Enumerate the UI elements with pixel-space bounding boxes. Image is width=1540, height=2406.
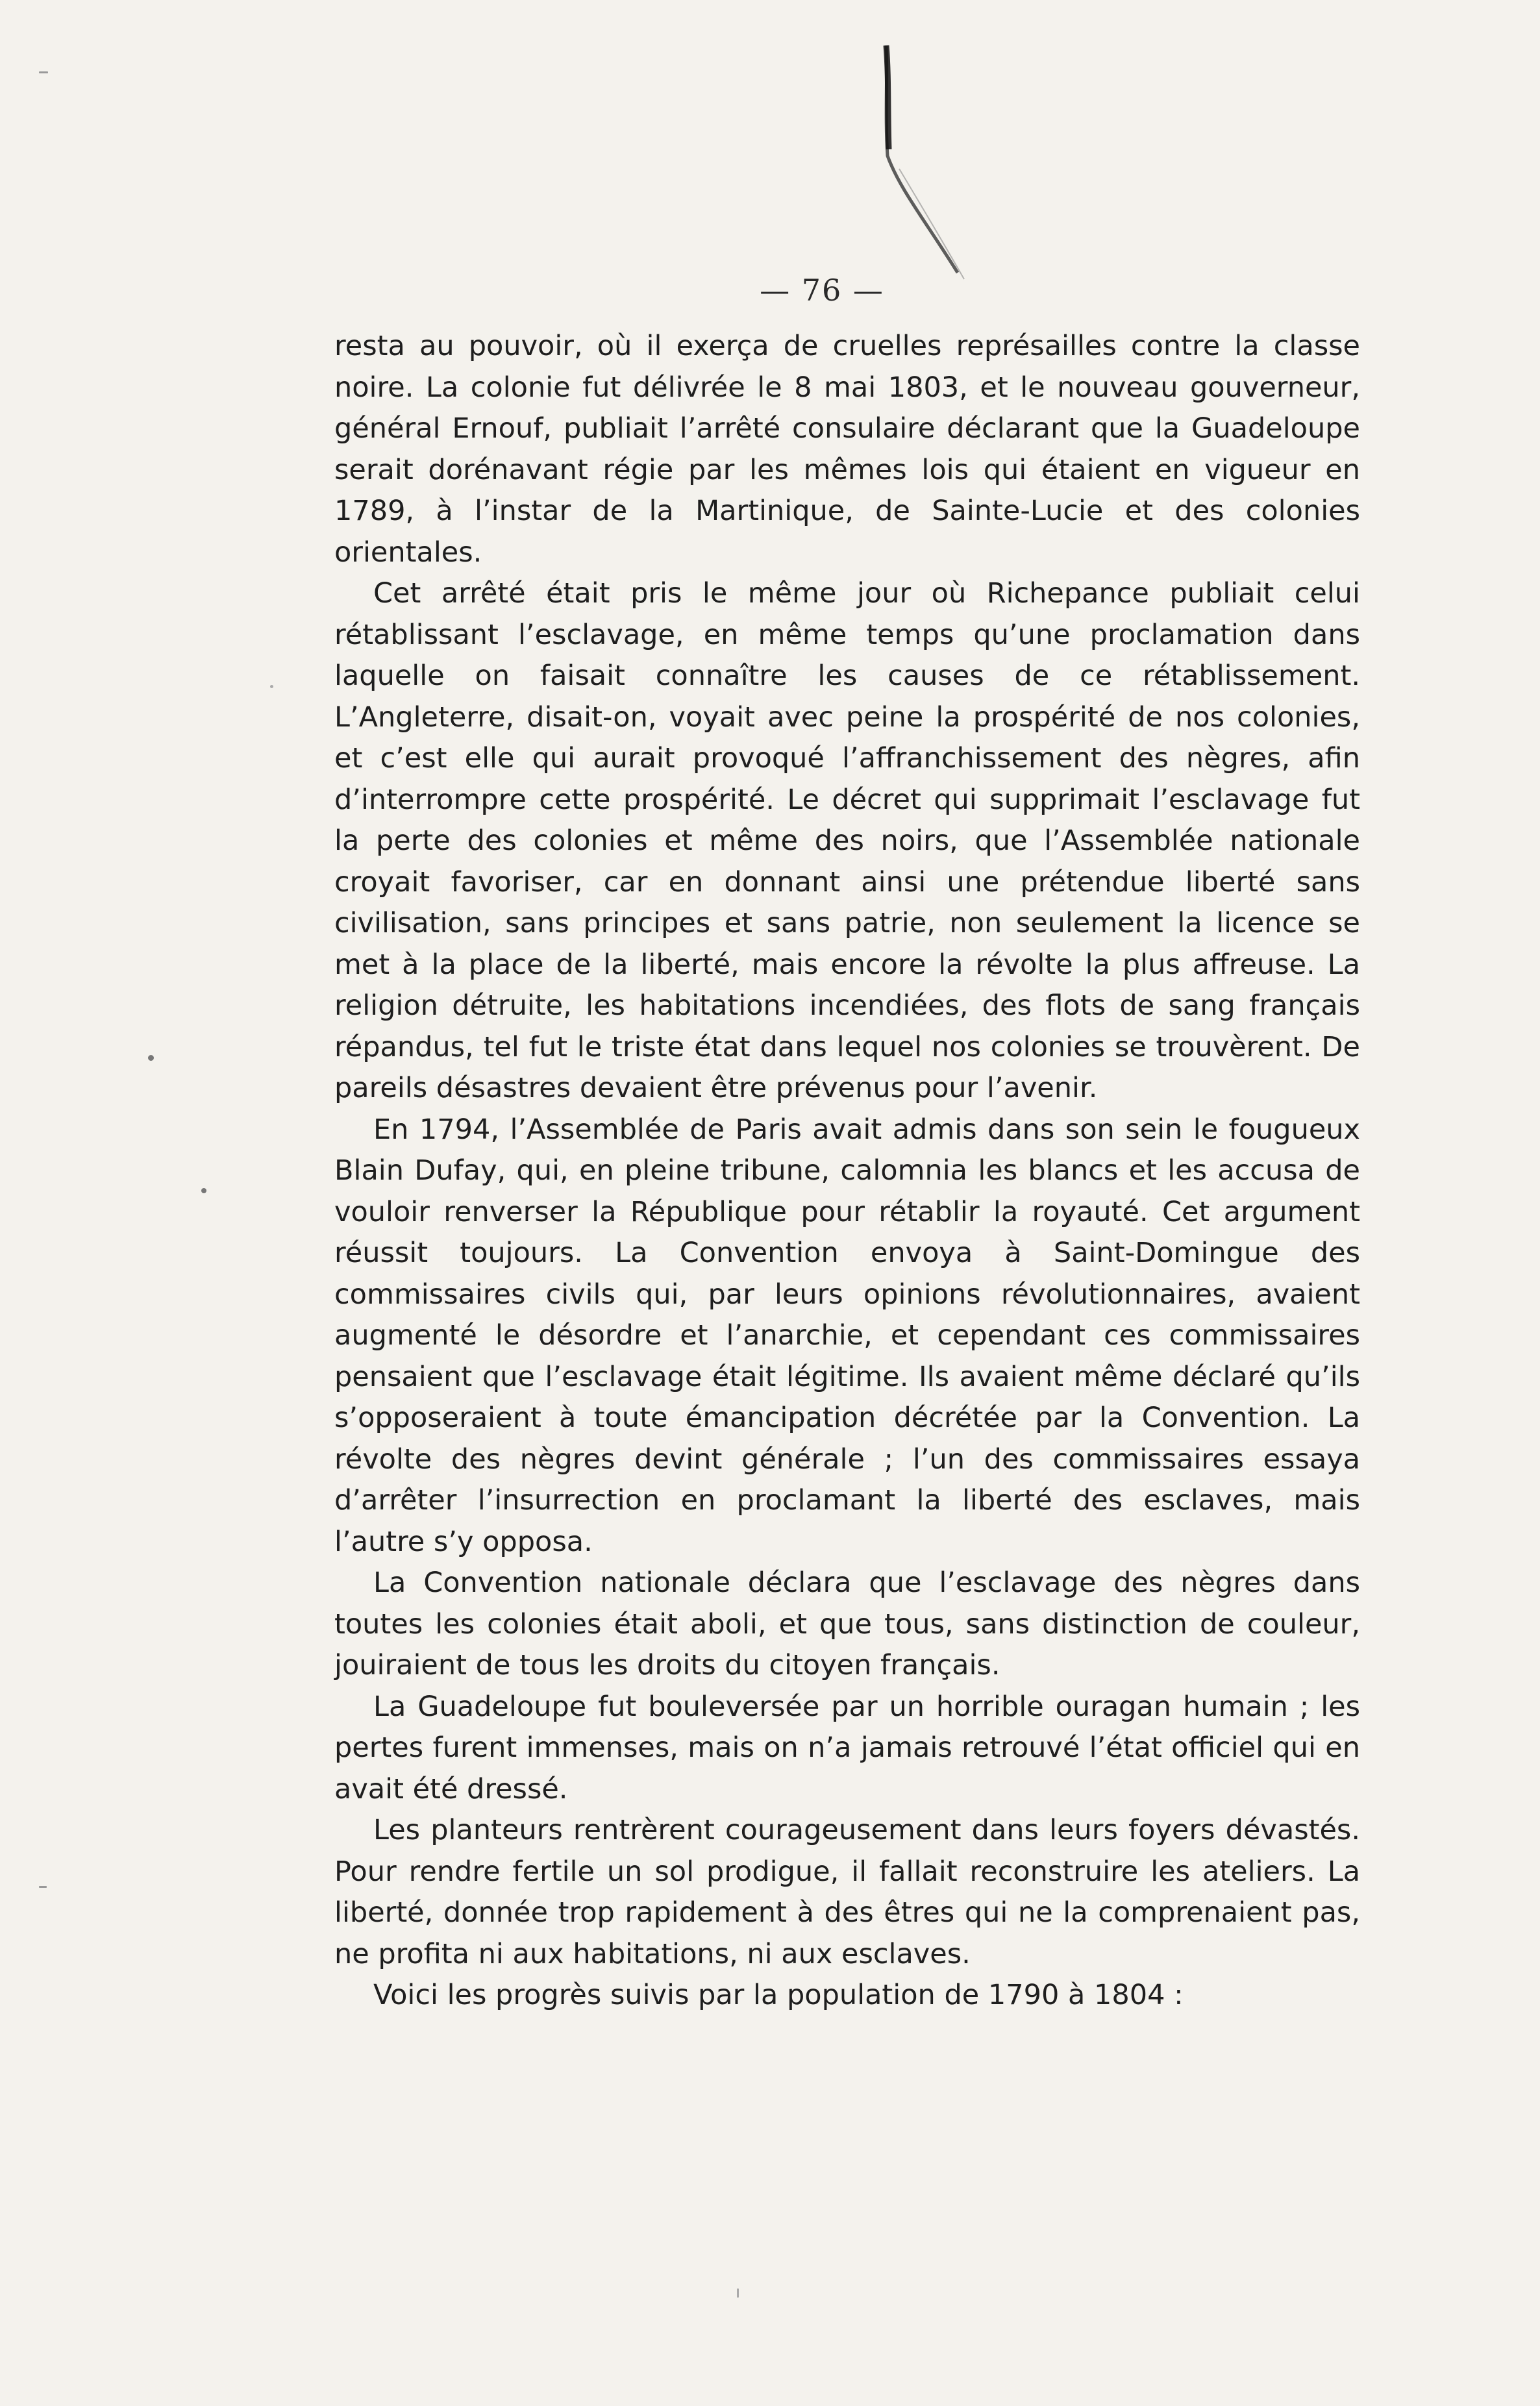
paragraph: La Guadeloupe fut bouleversée par un horrible ouragan humain ; les pertes furent immenses, mais on n’a jamais retrouvé l’état officiel qui en avait été dressé. — [334, 1690, 1360, 1805]
ink-stain-mark — [873, 39, 984, 286]
body-text — [334, 326, 1360, 2016]
paragraph: resta au pouvoir, où il exerça de cruelles représailles contre la classe noire. La colonie fut délivrée le 8 mai 1803, et le nouveau gouverneur, général Ernouf, publiait l’arrêté consulaire déclarant que la Guadeloupe serait dorénavant régie par les mêmes lois qui étaient en vigueur en 1789, à l’instar de la Martinique, de Sainte-Lucie et des colonies orientales. — [334, 330, 1360, 569]
page-number: — 76 — — [760, 273, 884, 308]
margin-speck — [201, 1188, 206, 1193]
margin-speck — [148, 1055, 154, 1061]
paragraph: Voici les progrès suivis par la population de 1790 à 1804 : — [373, 1979, 1184, 2011]
paragraph: La Convention nationale déclara que l’esclavage des nègres dans toutes les colonies était aboli, et que tous, sans distinction de couleur, jouiraient de tous les droits du citoyen français. — [334, 1567, 1360, 1681]
paragraph: Les planteurs rentrèrent courageusement dans leurs foyers dévastés. Pour rendre fertile un sol prodigue, il fallait reconstruire les ateliers. La liberté, donnée trop rapidement à des êtres qui ne la comprenaient pas, ne profita ni aux habitations, ni aux esclaves. — [334, 1814, 1360, 1970]
margin-speck — [39, 71, 48, 73]
paragraph: Cet arrêté était pris le même jour où Richepance publiait celui rétablissant l’esclavage, en même temps qu’une proclamation dans laquelle on faisait connaître les causes de ce rétablissement. L’Angleterre, disait-on, voyait avec peine la prospérité de nos colonies, et c’est elle qui aurait provoqué l’affranchissement des nègres, afin d’interrompre cette prospérité. Le décret qui supprimait l’esclavage fut la perte des colonies et même des noirs, que l’Assemblée nationale croyait favoriser, car en donnant ainsi une prétendue liberté sans civilisation, sans principes et sans patrie, non seulement la licence se met à la place de la liberté, mais encore la révolte la plus affreuse. La religion détruite, les habitations incendiées, des flots de sang français répandus, tel fut le triste état dans lequel nos colonies se trouvèrent. De pareils désastres devaient être prévenus pour l’avenir. — [334, 577, 1360, 1104]
paragraph: En 1794, l’Assemblée de Paris avait admis dans son sein le fougueux Blain Dufay, qui, en pleine tribune, calomnia les blancs et les accusa de vouloir renverser la République pour rétablir la royauté. Cet argument réussit toujours. La Convention envoya à Saint-Domingue des commissaires civils qui, par leurs opinions révolutionnaires, avaient augmenté le désordre et l’anarchie, et cependant ces commissaires pensaient que l’esclavage était légitime. Ils avaient même déclaré qu’ils s’opposeraient à toute émancipation décrétée par la Convention. La révolte des nègres devint générale ; l’un des commissaires essaya d’arrêter l’insurrection en proclamant la liberté des esclaves, mais l’autre s’y opposa. — [334, 1113, 1360, 1558]
margin-speck — [737, 2288, 739, 2298]
margin-speck — [270, 685, 273, 688]
margin-speck — [39, 1886, 47, 1888]
